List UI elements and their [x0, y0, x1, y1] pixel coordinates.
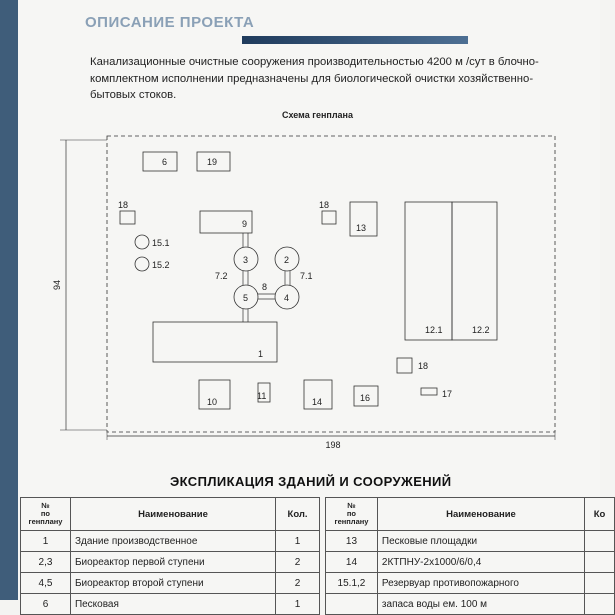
- building-13-label: 13: [356, 223, 367, 233]
- pipe-7-1-label: 7.1: [300, 271, 313, 281]
- dim-height-label: 94: [52, 279, 62, 290]
- row-number: 2,3: [21, 552, 71, 573]
- col-num-line-2: по: [40, 509, 51, 518]
- table-row: [326, 594, 615, 615]
- table-row: [21, 573, 320, 594]
- table-row: [326, 531, 615, 552]
- section-title: ОПИСАНИЕ ПРОЕКТА: [85, 14, 255, 31]
- col-num-line-1: №: [41, 501, 50, 510]
- building-16-label: 16: [360, 393, 371, 403]
- col-header-qty: Кол.: [276, 498, 320, 531]
- building-18-c: [397, 358, 412, 373]
- table-row: [326, 552, 615, 573]
- building-12-1-label: 12.1: [425, 325, 443, 335]
- row-qty: 2: [276, 552, 320, 573]
- building-6: [143, 152, 177, 171]
- table-header-row: [21, 498, 320, 531]
- row-qty: [585, 552, 615, 573]
- col-header-number: [326, 498, 378, 531]
- table-row: [21, 594, 320, 615]
- row-number: 1: [21, 531, 71, 552]
- pipe-8-label: 8: [262, 282, 268, 292]
- table-row: [21, 531, 320, 552]
- row-number: 13: [326, 531, 378, 552]
- col-num-line-3: генплану: [28, 517, 63, 526]
- explication-table-left: [20, 497, 320, 615]
- building-18-label-c: 18: [418, 361, 429, 371]
- col-num-line-2: по: [346, 509, 357, 518]
- row-number: 4,5: [21, 573, 71, 594]
- building-10-label: 10: [207, 397, 218, 407]
- building-17-label: 17: [442, 389, 453, 399]
- tank-15-1-label: 15.1: [152, 238, 170, 248]
- building-12-1: [405, 202, 452, 340]
- row-name: Биореактор второй ступени: [70, 573, 275, 594]
- row-name: Здание производственное: [70, 531, 275, 552]
- row-qty: [585, 573, 615, 594]
- building-14-label: 14: [312, 397, 323, 407]
- building-11-label: 11: [257, 391, 267, 401]
- building-18-b: [322, 211, 336, 224]
- row-number: [326, 594, 378, 615]
- dim-width-label: 198: [325, 440, 341, 450]
- explication-table-right: [325, 497, 615, 615]
- row-number: 14: [326, 552, 378, 573]
- table-row: [21, 552, 320, 573]
- building-9-label: 9: [242, 219, 248, 229]
- table-header-row: [326, 498, 615, 531]
- row-name: 2КТПНУ-2х1000/6/0,4: [377, 552, 584, 573]
- row-name: Песковые площадки: [377, 531, 584, 552]
- building-19-label: 19: [207, 157, 218, 167]
- bioreactor-2-label: 2: [284, 255, 290, 265]
- bioreactor-5-label: 5: [243, 293, 249, 303]
- building-18-label-a: 18: [118, 200, 129, 210]
- row-name: Резервуар противопожарного: [377, 573, 584, 594]
- col-header-name: Наименование: [70, 498, 275, 531]
- bioreactor-4-label: 4: [284, 293, 290, 303]
- row-name: Биореактор первой ступени: [70, 552, 275, 573]
- building-18-a: [120, 211, 135, 224]
- bioreactor-3-label: 3: [243, 255, 249, 265]
- table-row: [326, 573, 615, 594]
- col-num-line-3: генплану: [334, 517, 369, 526]
- row-qty: 2: [276, 573, 320, 594]
- col-header-qty: Ко: [585, 498, 615, 531]
- explication-title: ЭКСПЛИКАЦИЯ ЗДАНИЙ И СООРУЖЕНИЙ: [170, 474, 452, 489]
- building-17: [421, 388, 437, 395]
- scheme-caption: Схема генплана: [282, 110, 354, 120]
- pipe-7-2-label: 7.2: [215, 271, 228, 281]
- building-12-2-label: 12.2: [472, 325, 490, 335]
- building-6-label: 6: [162, 157, 168, 167]
- row-name: Песковая: [70, 594, 275, 615]
- tank-15-1: [135, 235, 149, 249]
- building-18-label-b: 18: [319, 200, 330, 210]
- row-number: 15.1,2: [326, 573, 378, 594]
- col-num-line-1: №: [347, 501, 356, 510]
- row-name: запаса воды ем. 100 м: [377, 594, 584, 615]
- tank-15-2-label: 15.2: [152, 260, 170, 270]
- row-qty: 1: [276, 531, 320, 552]
- col-header-number: [21, 498, 71, 531]
- row-qty: 1: [276, 594, 320, 615]
- site-boundary: [107, 136, 555, 432]
- col-header-name: Наименование: [377, 498, 584, 531]
- row-qty: [585, 594, 615, 615]
- row-qty: [585, 531, 615, 552]
- tank-15-2: [135, 257, 149, 271]
- intro-paragraph: Канализационные очистные сооружения производительностью 4200 м /сут в блочно-комплектном исполнении предназначены для биологической очистки хозяйственно-бытовых стоков.: [90, 56, 539, 101]
- building-1-label: 1: [258, 349, 264, 359]
- row-number: 6: [21, 594, 71, 615]
- building-12-2: [452, 202, 497, 340]
